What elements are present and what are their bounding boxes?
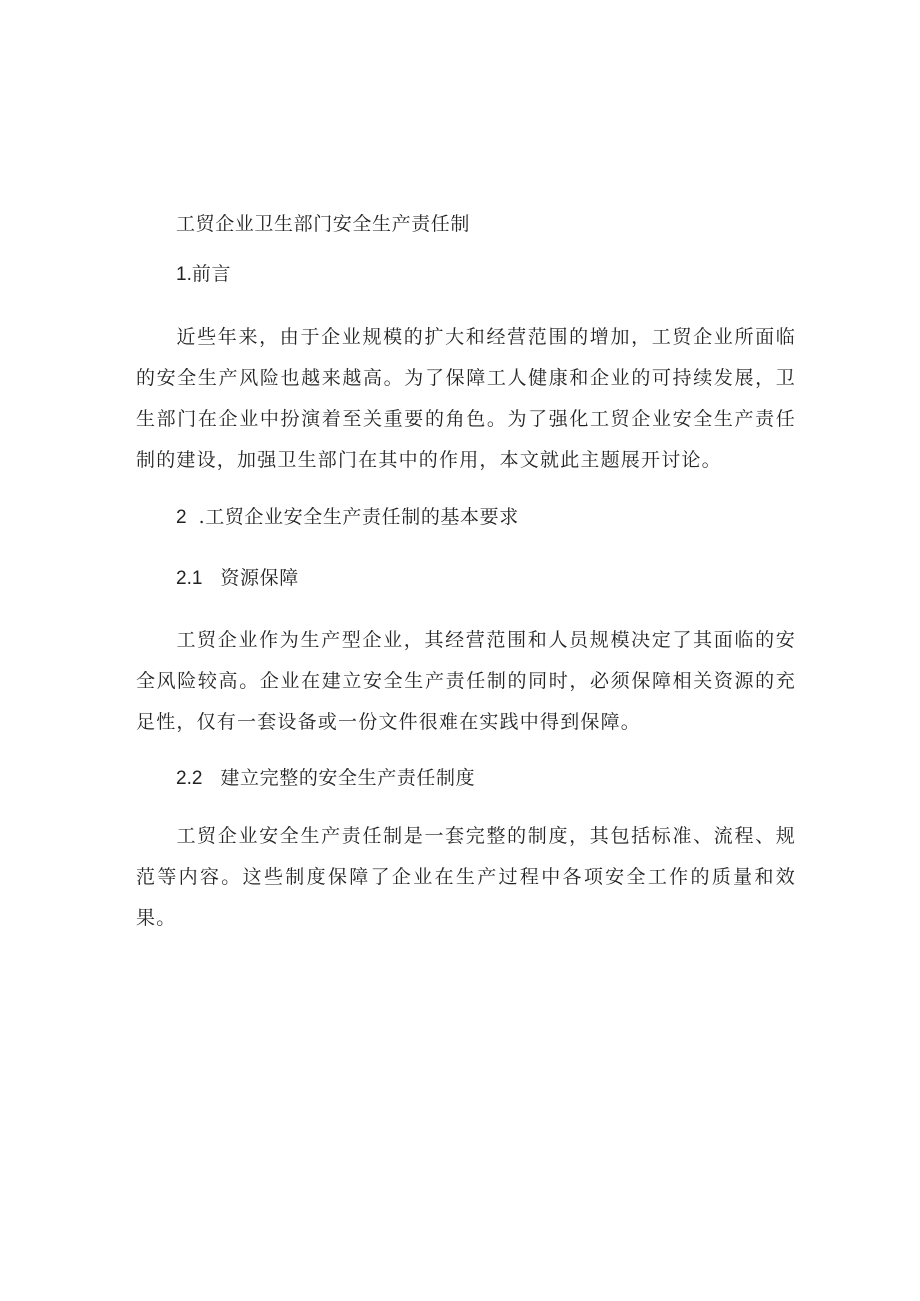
section-heading-1 (176, 262, 231, 287)
document-title: 工贸企业卫生部门安全生产责任制 (176, 213, 471, 235)
section-paragraph-1 (136, 317, 796, 481)
paragraph-text-1: 近些年来，由于企业规模的扩大和经营范围的增加，工贸企业所面临的安全生产风险也越来越高。为了保障工人健康和企业的可持续发展，卫生部门在企业中扮演着至关重要的角色。为了强化工贸企业安全生产责任制的建设，加强卫生部门在其中的作用，本文就此主题展开讨论。 (136, 326, 796, 471)
section-heading-2 (176, 505, 519, 530)
section-heading-text-2-2: 建立完整的安全生产责任制度 (220, 767, 476, 789)
section-heading-2-2 (176, 766, 475, 791)
paragraph-text-2-1: 工贸企业作为生产型企业，其经营范围和人员规模决定了其面临的安全风险较高。企业在建立安全生产责任制的同时，必须保障相关资源的充足性，仅有一套设备或一份文件很难在实践中得到保障。 (136, 629, 796, 733)
section-number-2: 2 (176, 507, 187, 528)
section-number-2-1: 2.1 (176, 568, 203, 589)
section-heading-2-1 (176, 566, 299, 591)
section-paragraph-2-1 (136, 620, 796, 743)
section-number-1: 1. (176, 264, 192, 285)
paragraph-text-2-2: 工贸企业安全生产责任制是一套完整的制度，其包括标准、流程、规范等内容。这些制度保障了企业在生产过程中各项安全工作的质量和效果。 (136, 825, 796, 929)
section-heading-text-1: 前言 (191, 263, 232, 285)
section-paragraph-2-2 (136, 816, 796, 939)
section-heading-text-2: .工贸企业安全生产责任制的基本要求 (198, 506, 519, 528)
section-number-2-2: 2.2 (176, 768, 203, 789)
section-heading-text-2-1: 资源保障 (220, 567, 299, 589)
